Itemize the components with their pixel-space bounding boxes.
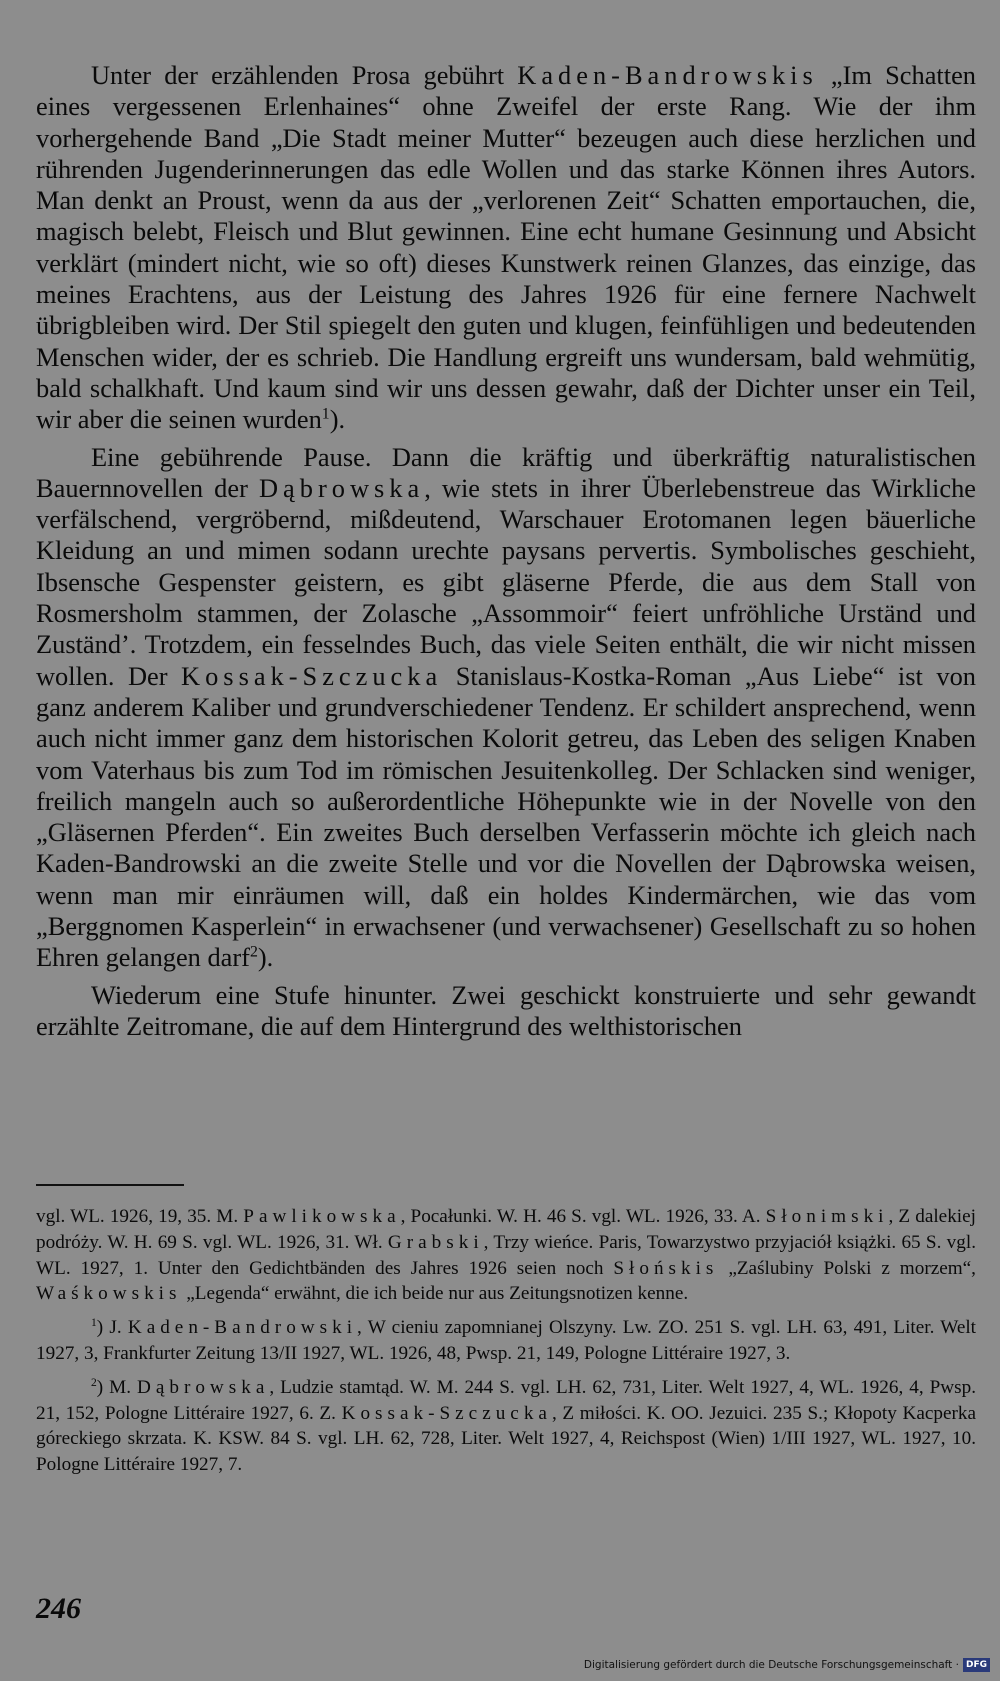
footnote-ref: 1 <box>321 405 330 423</box>
author-name: Dąbrowska <box>259 472 425 503</box>
text-run: ). <box>257 942 274 973</box>
footnote-continuation <box>36 1204 976 1307</box>
digitization-credit <box>584 1658 990 1672</box>
dfg-logo: DFG <box>963 1658 990 1672</box>
paragraph-2 <box>36 442 976 974</box>
main-text <box>36 60 976 1042</box>
text-run: Wiederum eine Stufe hinunter. Zwei geschickt konstruierte und sehr gewandt erzählte Zeitromane, die auf dem Hintergrund des welthistorischen <box>36 979 976 1041</box>
paragraph-1 <box>36 60 976 436</box>
footnote-1 <box>36 1315 976 1367</box>
text-run: Eine gebührende Pause. Dann die kräftig und überkräftig naturalistischen Bauernnovellen der <box>36 441 976 503</box>
text-run: , Pocałunki. W. H. 46 S. vgl. WL. 1926, 33. A. <box>400 1206 766 1227</box>
footnote-2 <box>36 1375 976 1478</box>
text-run: ) M. <box>96 1376 137 1398</box>
text-run: ). <box>329 404 346 435</box>
footnote-divider <box>36 1184 184 1186</box>
text-run: „Zaślubiny Polski z morzem“, <box>718 1257 976 1279</box>
author-name: Pawlikowska <box>243 1206 401 1227</box>
text-run: Unter der erzählenden Prosa gebührt <box>91 60 518 90</box>
text-run: , Ludzie stamtąd. W. M. 244 S. vgl. LH. 62, 731, Liter. Welt 1927, 4, WL. 1926, 4, Pwsp. 21, 152, Pologne Littéraire 1927, 6. Z. <box>36 1376 976 1424</box>
paragraph-3 <box>36 980 976 1043</box>
author-name: Słonimski <box>765 1206 889 1227</box>
text-run: , Z miłości. K. OO. Jezuici. 235 S.; Kłopoty Kacperka góreckiego skrzata. K. KSW. 84 S. vgl. LH. 62, 728, Liter. Welt 1927, 4, Reichspost (Wien) 1/III 1927, WL. 1927, 10. Pologne Littéraire 1927, 7. <box>36 1402 976 1476</box>
footnotes <box>36 1204 976 1478</box>
credit-text: Digitalisierung gefördert durch die Deutsche Forschungsgemeinschaft · <box>583 1659 959 1671</box>
page-number: 246 <box>36 1592 81 1625</box>
author-name: Kossak-Szczucka <box>181 660 443 691</box>
author-name: Kaden-Bandrowski <box>127 1317 358 1339</box>
text-run: „Legenda“ erwähnt, die ich beide nur aus Zeitungsnotizen kenne. <box>181 1283 689 1305</box>
footnote-ref: 2 <box>249 943 258 961</box>
text-run: , Trzy wieńce. Paris, Towarzystwo przyjaciół książki. 65 S. vgl. WL. 1927, 1. Unter den Gedichtbänden des Jahres 1926 seien noch <box>36 1231 976 1279</box>
author-name: Kaden-Bandrowskis <box>517 60 818 90</box>
text-run: , Z dalekiej podróży. W. H. 69 S. vgl. WL. 1926, 31. Wł. <box>36 1206 976 1253</box>
text-run: „Im Schatten eines vergessenen Erlenhaines“ ohne Zweifel der erste Rang. Wie der ihm vorhergehende Band „Die Stadt meiner Mutter“ bezeugen auch diese herzlichen und rührenden Jugenderinnerungen das edle Wollen und das starke Können ihres Autors. Man denkt an Proust, wenn da aus der „verlorenen Zeit“ Schatten emportauchen, die, magisch belebt, Fleisch und Blut gewinnen. Eine echt humane Gesinnung und Absicht verklärt (mindert nicht, wie so oft) dieses Kunstwerk reinen Glanzes, das einzige, das meines Erachtens, aus der Leistung des Jahres 1926 für eine fernere Nachwelt übrigbleiben wird. Der Stil spiegelt den guten und klugen, feinfühligen und bedeutenden Menschen wider, der es schrieb. Die Handlung ergreift uns wundersam, bald wehmütig, bald schalkhaft. Und kaum sind wir uns dessen gewahr, daß der Dichter unser ein Teil, wir aber die seinen wurden <box>36 60 976 435</box>
text-run: Stanislaus-Kostka-Roman „Aus Liebe“ ist von ganz anderem Kaliber und grundverschiedener Tendenz. Er schildert ansprechend, wenn auch nicht immer ganz dem historischen Kolorit getreu, das Leben des seligen Knaben vom Vaterhaus bis zum Tod im römischen Jesuitenkolleg. Der Schlacken sind weniger, freilich mangeln auch so außerordentliche Höhepunkte wie in der Novelle von den „Gläsernen Pferden“. Ein zweites Buch derselben Verfasserin möchte ich gleich nach Kaden-Bandrowski an die zweite Stelle und vor die Novellen der Dąbrowska weisen, wenn man mir einräumen will, daß ein holdes Kindermärchen, wie das vom „Berggnomen Kasperlein“ in erwachsener (und verwachsener) Gesellschaft zu so hohen Ehren gelangen darf <box>36 660 976 973</box>
text-run: vgl. WL. 1926, 19, 35. M. <box>36 1206 244 1227</box>
author-name: Grabski <box>387 1231 484 1253</box>
author-name: Słońskis <box>613 1257 719 1279</box>
footnote-mark: 1 <box>91 1317 97 1330</box>
text-run: , W cieniu zapomnianej Olszyny. Lw. ZO. 251 S. vgl. LH. 63, 491, Liter. Welt 1927, 3, Frankfurter Zeitung 13/II 1927, WL. 1926, 48, Pwsp. 21, 149, Pologne Littéraire 1927, 3. <box>36 1317 977 1364</box>
text-run: ) J. <box>96 1317 128 1339</box>
text-run: , wie stets in ihrer Überlebenstreue das Wirkliche verfälschend, vergröbernd, mißdeutend, Warschauer Erotomanen legen bäuerliche Kleidung an und mimen sodann urechte paysans pervertis. Symbolisches geschieht, Ibsensche Gespenster geistern, es gibt gläserne Pferde, die aus dem Stall von Rosmersholm stammen, der Zolasche „Assommoir“ feiert unfröhliche Urständ und Zuständ’. Trotzdem, ein fesselndes Buch, das viele Seiten enthält, die wir nicht missen wollen. Der <box>36 472 976 691</box>
author-name: Kossak-Szczucka <box>341 1402 552 1424</box>
author-name: Dąbrowska <box>136 1376 270 1398</box>
author-name: Waśkowskis <box>36 1283 182 1305</box>
footnote-mark: 2 <box>91 1376 97 1389</box>
